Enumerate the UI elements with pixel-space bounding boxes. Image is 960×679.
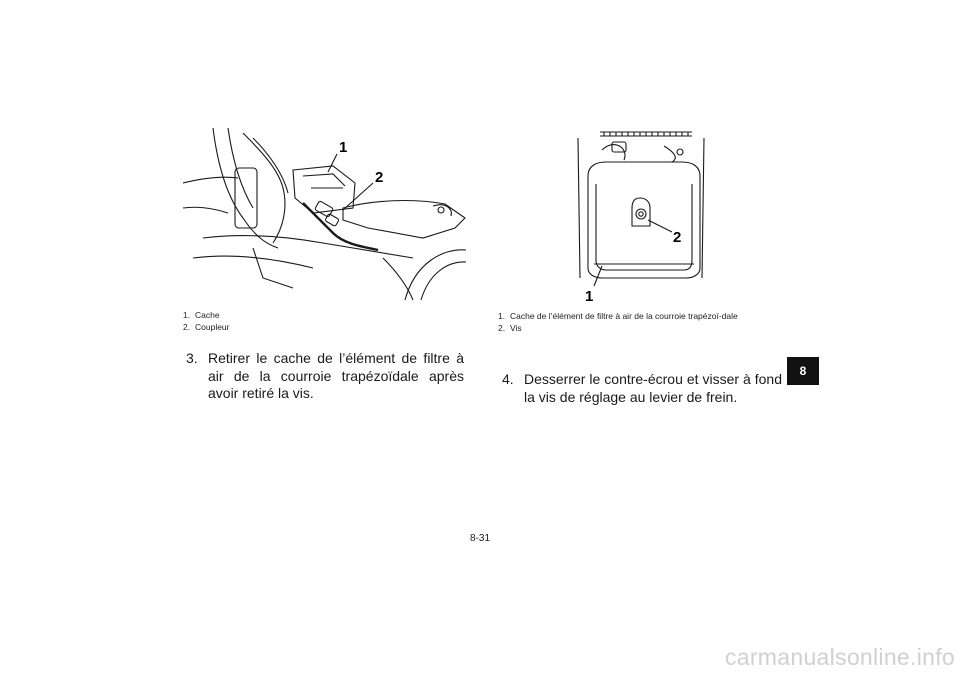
right-illustration	[574, 128, 714, 304]
caption-number: 2.	[183, 322, 191, 332]
left-caption-item	[183, 309, 463, 321]
step-text: Retirer le cache de l’élément de filtre à air de la courroie trapézoïdale après avoir retiré la vis.	[208, 350, 464, 401]
caption-text: Cache	[195, 310, 220, 320]
right-caption-list	[498, 310, 782, 334]
left-callout-2: 2	[375, 169, 384, 186]
watermark: carmanualsonline.info	[724, 644, 955, 670]
right-callout-1: 1	[585, 288, 594, 304]
left-caption-item	[183, 321, 463, 333]
page-number: 8-31	[469, 533, 490, 544]
caption-text: Vis	[510, 323, 522, 333]
right-caption-item	[498, 310, 782, 322]
caption-text: Cache de l’élément de filtre à air de la courroie trapézoï-dale	[510, 311, 738, 321]
left-caption-list	[183, 309, 463, 333]
step-4	[502, 371, 782, 406]
left-illustration	[183, 128, 466, 300]
caption-number: 1.	[498, 311, 506, 321]
caption-number: 2.	[498, 323, 506, 333]
caption-number: 1.	[183, 310, 191, 320]
caption-text: Coupleur	[195, 322, 230, 332]
step-number: 3.	[186, 350, 198, 366]
right-caption-item	[498, 322, 782, 334]
step-number: 4.	[502, 371, 514, 387]
left-callout-1: 1	[339, 139, 348, 156]
step-3	[186, 350, 464, 403]
section-tab: 8	[787, 357, 819, 385]
step-text: Desserrer le contre-écrou et visser à fond la vis de réglage au levier de frein.	[524, 371, 782, 405]
right-callout-2: 2	[673, 229, 682, 246]
